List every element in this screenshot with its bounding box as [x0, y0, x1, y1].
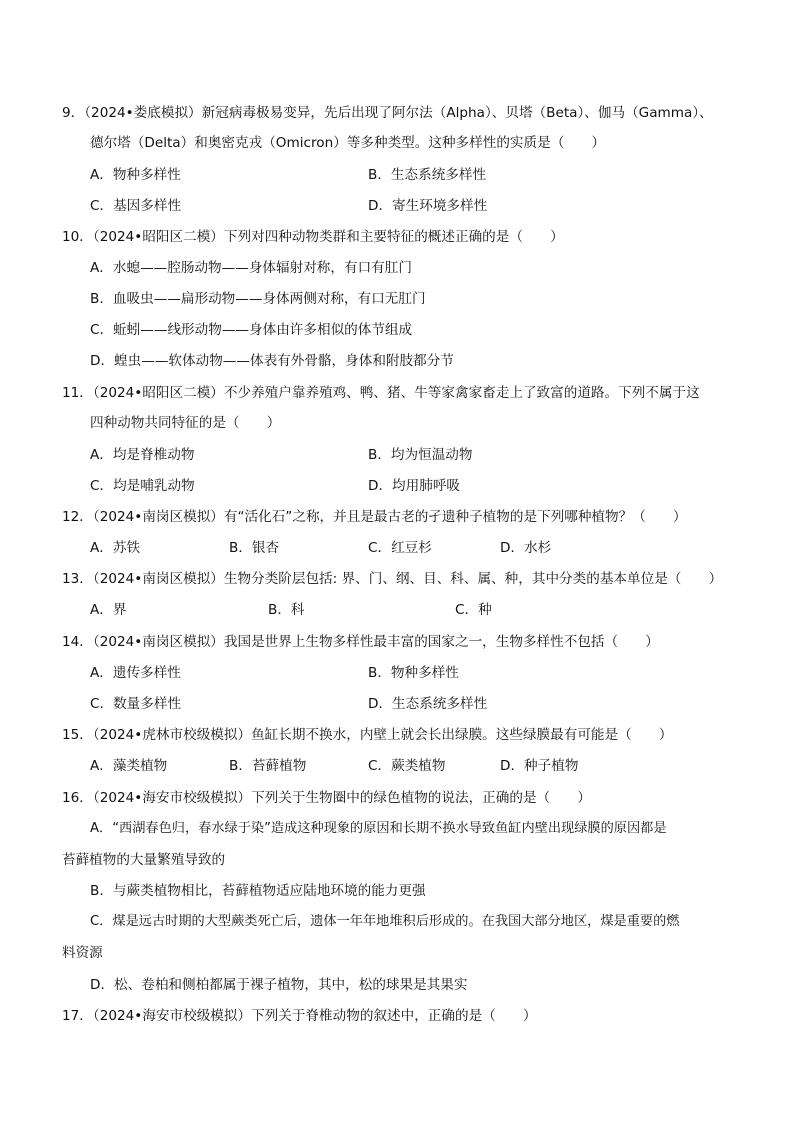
question-text: 生物分类阶层包括: 界、门、纲、目、科、属、种，其中分类的基本单位是（ ） [223, 571, 723, 587]
question-16-option-b: B．与蕨类植物相比，苔藓植物适应陆地环境的能力更强 [90, 883, 426, 899]
question-number: 13． [62, 571, 93, 587]
question-14-option-a: A．遗传多样性 [90, 665, 181, 681]
question-text: 我国是世界上生物多样性最丰富的国家之一，生物多样性不包括（ ） [223, 634, 659, 650]
question-13-option-b: B．科 [268, 602, 305, 618]
question-9-option-a: A．物种多样性 [90, 167, 181, 183]
question-text: 下列对四种动物类群和主要特征的概述正确的是（ ） [223, 229, 564, 245]
question-15-option-d: D．种子植物 [500, 758, 579, 774]
question-text: 下列关于生物圈中的绿色植物的说法，正确的是（ ） [251, 790, 591, 806]
question-11-stem-line-2: 四种动物共同特征的是（ ） [90, 415, 281, 431]
question-10-option-d: D．蝗虫——软体动物——体表有外骨骼，身体和附肢都分节 [90, 353, 454, 369]
question-15-option-b: B．苔藓植物 [229, 758, 307, 774]
question-15-option-c: C．蕨类植物 [368, 758, 446, 774]
question-16-stem [62, 789, 591, 807]
question-15-option-a: A．藻类植物 [90, 758, 168, 774]
question-14-option-b: B．物种多样性 [368, 665, 459, 681]
question-source: （2024•海安市校级模拟） [92, 790, 252, 806]
question-text: 不少养殖户靠养殖鸡、鸭、猪、牛等家禽家畜走上了致富的道路。下列不属于这 [223, 385, 700, 401]
question-text: 鱼缸长期不换水，内壁上就会长出绿膜。这些绿膜最有可能是（ ） [251, 727, 673, 743]
question-12-option-d: D．水杉 [500, 540, 552, 556]
question-text: 有“活化石”之称，并且是最古老的孑遗种子植物的是下列哪种植物？（ ） [223, 509, 687, 525]
question-9-option-b: B．生态系统多样性 [368, 167, 487, 183]
question-10-option-b: B．血吸虫——扁形动物——身体两侧对称，有口无肛门 [90, 291, 426, 307]
question-source: （2024•南岗区模拟） [92, 509, 224, 525]
question-12-option-b: B．银杏 [229, 540, 280, 556]
question-11-option-c: C．均是哺乳动物 [90, 478, 195, 494]
question-9-stem-line-1 [62, 104, 713, 122]
question-11-option-a: A．均是脊椎动物 [90, 447, 195, 463]
question-16-option-c-line-1: C．煤是远古时期的大型蕨类死亡后，遗体一年年地堆积后形成的。在我国大部分地区，煤是重要的燃 [90, 914, 680, 929]
question-source: （2024•海安市校级模拟） [92, 1008, 252, 1024]
question-10-stem [62, 228, 564, 246]
question-source: （2024•虎林市校级模拟） [92, 727, 252, 743]
question-number: 16． [62, 790, 93, 806]
question-10-option-c: C．蚯蚓——线形动物——身体由许多相似的体节组成 [90, 322, 413, 338]
question-source: （2024•娄底模拟） [84, 105, 202, 121]
question-number: 14． [62, 634, 93, 650]
question-9-option-d: D．寄生环境多样性 [368, 198, 488, 214]
question-source: （2024•昭阳区二模） [92, 385, 224, 401]
question-13-option-a: A．界 [90, 602, 127, 618]
question-number: 12． [62, 509, 93, 525]
question-13-option-c: C．种 [455, 602, 492, 618]
question-number: 11． [62, 385, 93, 401]
question-11-option-d: D．均用肺呼吸 [368, 478, 461, 494]
question-text: 下列关于脊椎动物的叙述中，正确的是（ ） [251, 1008, 537, 1024]
question-number: 15． [62, 727, 93, 743]
question-source: （2024•南岗区模拟） [92, 571, 224, 587]
question-text: 新冠病毒极易变异，先后出现了阿尔法（Alpha）、贝塔（Beta）、伽马（Gamma）、 [201, 105, 713, 121]
question-16-option-d: D．松、卷柏和侧柏都属于裸子植物，其中，松的球果是其果实 [90, 977, 468, 993]
question-14-option-d: D．生态系统多样性 [368, 696, 488, 712]
question-12-option-a: A．苏铁 [90, 540, 141, 556]
question-11-option-b: B．均为恒温动物 [368, 447, 473, 463]
question-9-stem-line-2: 德尔塔（Delta）和奥密克戎（Omicron）等多种类型。这种多样性的实质是（ ） [90, 135, 606, 151]
question-16-option-a-line-1: A．“西湖春色归，春水绿于染”造成这种现象的原因和长期不换水导致鱼缸内壁出现绿膜的原因都是 [90, 821, 667, 836]
question-source: （2024•南岗区模拟） [92, 634, 224, 650]
question-12-stem [62, 508, 687, 526]
question-15-stem [62, 726, 672, 744]
question-14-stem [62, 633, 659, 651]
question-14-option-c: C．数量多样性 [90, 696, 182, 712]
question-number: 17． [62, 1008, 93, 1024]
question-16-option-a-line-2: 苔藓植物的大量繁殖导致的 [62, 852, 226, 868]
question-9-option-c: C．基因多样性 [90, 198, 182, 214]
question-17-stem [62, 1007, 537, 1025]
question-12-option-c: C．红豆杉 [368, 540, 432, 556]
question-16-option-c-line-2: 料资源 [62, 945, 103, 961]
question-10-option-a: A．水螅——腔肠动物——身体辐射对称，有口有肛门 [90, 260, 412, 276]
question-source: （2024•昭阳区二模） [92, 229, 224, 245]
question-13-stem [62, 570, 722, 588]
question-number: 10． [62, 229, 93, 245]
question-11-stem-line-1 [62, 384, 700, 402]
question-number: 9． [62, 105, 85, 121]
